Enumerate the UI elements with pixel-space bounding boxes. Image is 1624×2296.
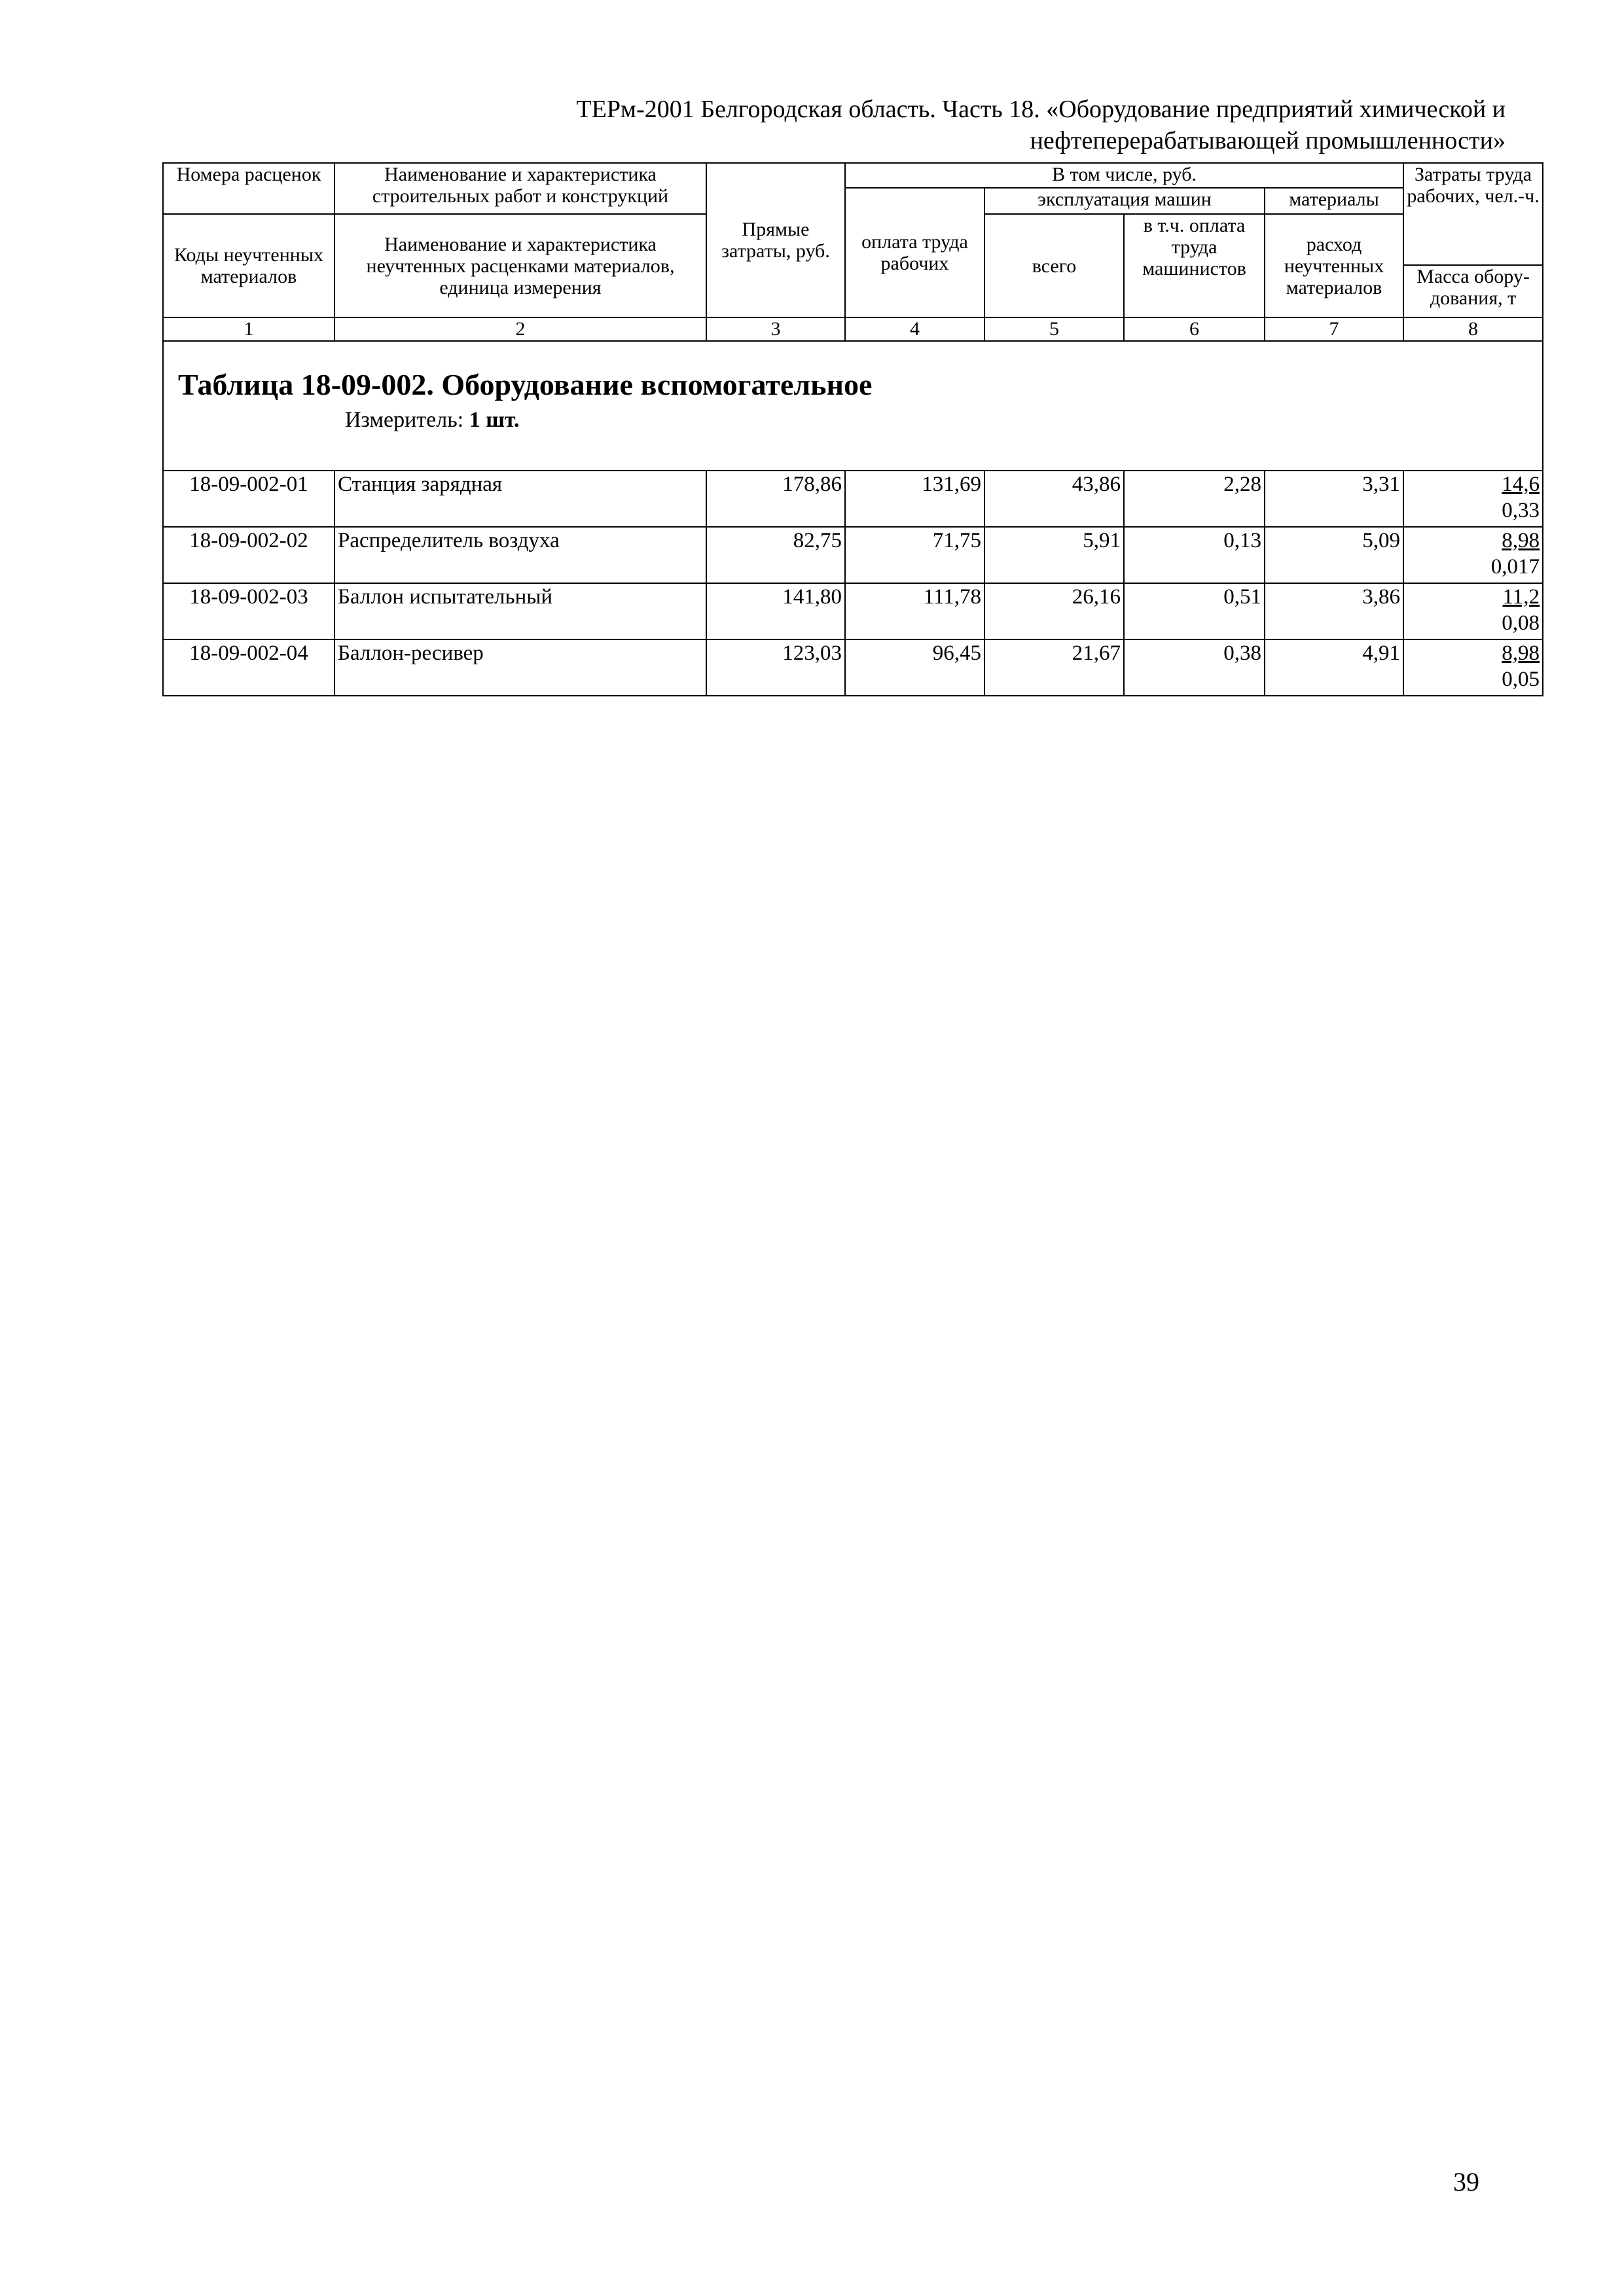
labor-and-mass	[1403, 527, 1543, 583]
equipment-mass: 0,05	[1502, 668, 1540, 691]
header-group-machines: эксплуатация машин	[984, 188, 1265, 214]
materials-cost: 5,09	[1265, 527, 1403, 583]
labor-and-mass	[1403, 639, 1543, 696]
column-number: 2	[334, 317, 706, 341]
direct-costs: 178,86	[706, 471, 845, 527]
column-number: 6	[1124, 317, 1265, 341]
machines-total: 21,67	[984, 639, 1124, 696]
labor-hours: 14,6	[1502, 473, 1540, 496]
column-number: 5	[984, 317, 1124, 341]
materials-cost: 3,86	[1265, 583, 1403, 639]
labor-hours: 11,2	[1502, 585, 1540, 609]
table-row	[163, 583, 1543, 639]
machinist-pay: 0,38	[1124, 639, 1265, 696]
rate-name: Станция зарядная	[334, 471, 706, 527]
rate-code: 18-09-002-02	[163, 527, 334, 583]
labor-pay: 71,75	[845, 527, 984, 583]
header-col1-top: Номера расценок	[163, 163, 334, 214]
rate-code: 18-09-002-04	[163, 639, 334, 696]
machines-total: 26,16	[984, 583, 1124, 639]
machinist-pay: 0,13	[1124, 527, 1265, 583]
rate-name: Баллон испытательный	[334, 583, 706, 639]
table-row	[163, 471, 1543, 527]
rate-code: 18-09-002-01	[163, 471, 334, 527]
equipment-mass: 0,33	[1502, 499, 1540, 522]
labor-pay: 111,78	[845, 583, 984, 639]
header-col4: оплата труда рабочих	[845, 188, 984, 317]
column-number: 8	[1403, 317, 1543, 341]
page-number: 39	[1453, 2167, 1479, 2197]
materials-cost: 3,31	[1265, 471, 1403, 527]
labor-and-mass	[1403, 471, 1543, 527]
header-line-1: ТЕРм-2001 Белгородская область. Часть 18. «Оборудование предприятий химической и	[576, 96, 1506, 123]
column-number: 4	[845, 317, 984, 341]
rates-table	[162, 162, 1543, 696]
machinist-pay: 0,51	[1124, 583, 1265, 639]
table-row	[163, 527, 1543, 583]
direct-costs: 123,03	[706, 639, 845, 696]
section-unit	[178, 406, 1542, 435]
header-col7: расход неучтенных материалов	[1265, 214, 1403, 317]
direct-costs: 82,75	[706, 527, 845, 583]
header-group-including: В том числе, руб.	[845, 163, 1403, 188]
labor-pay: 131,69	[845, 471, 984, 527]
header-col2-top: Наименование и характеристика строительных работ и конструкций	[334, 163, 706, 214]
section-header	[163, 341, 1543, 471]
header-col6: в т.ч. оплата труда машинистов	[1124, 214, 1265, 317]
header-col5: всего	[984, 214, 1124, 317]
direct-costs: 141,80	[706, 583, 845, 639]
machinist-pay: 2,28	[1124, 471, 1265, 527]
equipment-mass: 0,08	[1502, 611, 1540, 635]
labor-hours: 8,98	[1502, 641, 1540, 665]
machines-total: 43,86	[984, 471, 1124, 527]
labor-and-mass	[1403, 583, 1543, 639]
materials-cost: 4,91	[1265, 639, 1403, 696]
rate-code: 18-09-002-03	[163, 583, 334, 639]
header-col1-bottom: Коды неучтенных материалов	[163, 214, 334, 317]
header-col2-bottom: Наименование и характеристика неучтенных расценками материалов, единица измерения	[334, 214, 706, 317]
header-col8-bottom: Масса обору-дования, т	[1403, 265, 1543, 317]
rate-name: Баллон-ресивер	[334, 639, 706, 696]
rate-name: Распределитель воздуха	[334, 527, 706, 583]
header-group-materials: материалы	[1265, 188, 1403, 214]
labor-pay: 96,45	[845, 639, 984, 696]
unit-value: 1 шт.	[469, 408, 520, 432]
column-number: 1	[163, 317, 334, 341]
equipment-mass: 0,017	[1490, 555, 1540, 579]
unit-label: Измеритель:	[345, 408, 464, 432]
document-header	[393, 94, 1506, 156]
column-number-row	[163, 317, 1543, 341]
machines-total: 5,91	[984, 527, 1124, 583]
table-row	[163, 639, 1543, 696]
column-number: 3	[706, 317, 845, 341]
section-title: Таблица 18-09-002. Оборудование вспомогательное	[178, 368, 873, 401]
header-line-2: нефтеперерабатывающей промышленности»	[1030, 127, 1506, 154]
column-number: 7	[1265, 317, 1403, 341]
labor-hours: 8,98	[1502, 529, 1540, 552]
header-col8-top: Затраты труда рабочих, чел.-ч.	[1403, 163, 1543, 265]
header-col3: Прямые затраты, руб.	[706, 163, 845, 317]
